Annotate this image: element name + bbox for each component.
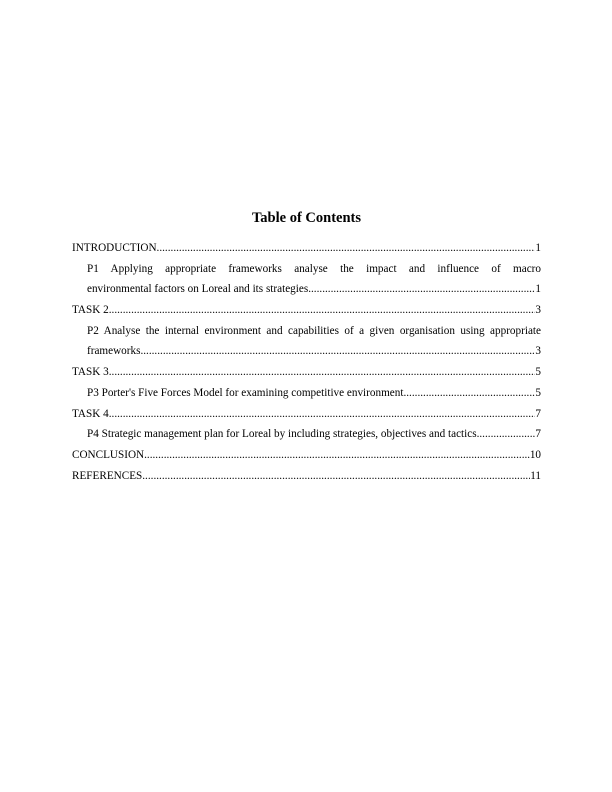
toc-entry-label: CONCLUSION bbox=[72, 448, 145, 461]
toc-title: Table of Contents bbox=[251, 210, 362, 226]
toc-entry-page: 7 bbox=[535, 428, 541, 441]
dot-leader bbox=[140, 341, 535, 362]
toc-entry-page: 1 bbox=[535, 283, 541, 296]
toc-entry-label-continued: frameworks bbox=[87, 345, 141, 358]
table-of-contents bbox=[72, 208, 541, 486]
dot-leader bbox=[109, 300, 536, 321]
toc-entry-page: 7 bbox=[535, 407, 541, 420]
toc-entry-p2[interactable] bbox=[72, 321, 541, 362]
toc-entry-label: P4 Strategic management plan for Loreal by including strategies, objectives and tactics bbox=[87, 428, 477, 441]
toc-entry-references[interactable] bbox=[72, 466, 541, 487]
dot-leader bbox=[308, 279, 535, 300]
toc-entry-page: 1 bbox=[535, 242, 541, 254]
toc-entry-page: 5 bbox=[535, 386, 541, 399]
toc-entry-label: TASK 3 bbox=[72, 366, 109, 379]
dot-leader bbox=[477, 424, 536, 445]
dot-leader bbox=[109, 404, 536, 425]
dot-leader bbox=[157, 238, 536, 259]
toc-entry-p3[interactable] bbox=[72, 383, 541, 404]
toc-entry-label: P2 Analyse the internal environment and capabilities of a given organisation using appropriate bbox=[87, 324, 541, 337]
toc-entry-label: TASK 2 bbox=[72, 304, 109, 317]
toc-entry-label: P3 Porter's Five Forces Model for examining competitive environment bbox=[87, 386, 404, 399]
toc-entry-page: 3 bbox=[535, 304, 541, 317]
toc-entry-page: 11 bbox=[530, 469, 541, 482]
toc-entry-task-2[interactable] bbox=[72, 300, 541, 321]
toc-entry-p1[interactable] bbox=[72, 259, 541, 300]
toc-entry-conclusion[interactable] bbox=[72, 445, 541, 466]
toc-entry-label: P1 Applying appropriate frameworks analyse the impact and influence of macro bbox=[87, 262, 541, 275]
toc-entry-page: 5 bbox=[535, 366, 541, 379]
dot-leader bbox=[109, 362, 536, 383]
toc-entry-label: TASK 4 bbox=[72, 407, 109, 420]
toc-entry-task-3[interactable] bbox=[72, 362, 541, 383]
dot-leader bbox=[144, 445, 530, 466]
toc-entries bbox=[72, 238, 541, 486]
toc-entry-label: INTRODUCTION bbox=[72, 242, 157, 254]
toc-entry-p4[interactable] bbox=[72, 424, 541, 445]
dot-leader bbox=[142, 466, 530, 487]
toc-entry-label: REFERENCES bbox=[72, 469, 143, 482]
dot-leader bbox=[403, 383, 535, 404]
toc-entry-label-continued: environmental factors on Loreal and its strategies bbox=[87, 283, 309, 296]
toc-entry-page: 3 bbox=[535, 345, 541, 358]
toc-entry-page: 10 bbox=[529, 448, 541, 461]
toc-entry-task-4[interactable] bbox=[72, 404, 541, 425]
toc-entry-introduction[interactable] bbox=[72, 238, 541, 259]
